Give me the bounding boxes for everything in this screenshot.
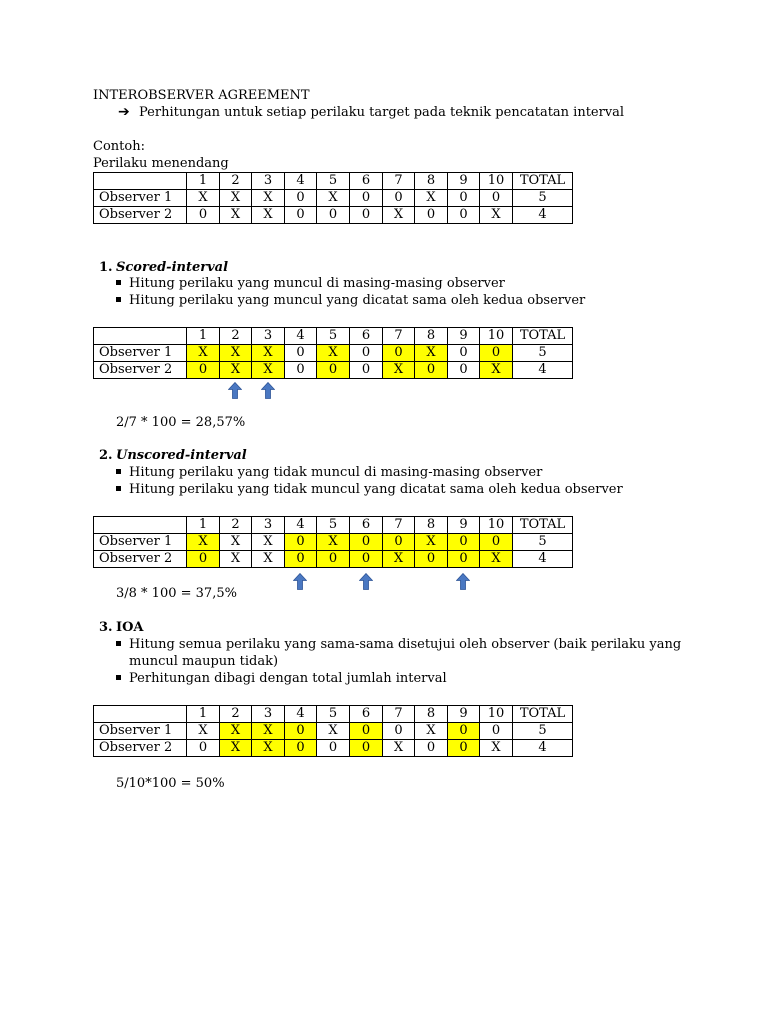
- header-interval-cell: 10: [480, 328, 513, 345]
- total-cell: 4: [513, 362, 573, 379]
- header-interval-cell: 6: [350, 517, 383, 534]
- interval-cell: X: [415, 723, 448, 740]
- total-cell: 4: [513, 740, 573, 757]
- table-row: [94, 723, 573, 740]
- interval-cell: X: [383, 207, 415, 224]
- section-1-heading: Scored-interval: [116, 260, 229, 275]
- header-interval-cell: 5: [317, 517, 350, 534]
- header-interval-cell: 9: [448, 173, 480, 190]
- table-row: [94, 551, 573, 568]
- interval-cell: 0: [350, 534, 383, 551]
- scored-interval-table: [93, 327, 573, 379]
- interval-cell: X: [317, 190, 350, 207]
- table-row: [94, 534, 573, 551]
- header-interval-cell: 4: [285, 173, 317, 190]
- interval-cell: 0: [415, 362, 448, 379]
- observer-label: Observer 1: [94, 345, 187, 362]
- observer-label: Observer 2: [94, 740, 187, 757]
- header-interval-cell: 2: [220, 328, 252, 345]
- interval-cell: 0: [285, 551, 317, 568]
- ioa-table: [93, 705, 573, 757]
- table-row: [94, 190, 573, 207]
- table-row: [94, 207, 573, 224]
- section-3-number: 3.: [99, 620, 113, 635]
- interval-cell: 0: [480, 190, 513, 207]
- total-cell: 5: [513, 345, 573, 362]
- interval-cell: 0: [448, 190, 480, 207]
- header-interval-cell: 2: [220, 173, 252, 190]
- interval-cell: X: [252, 740, 285, 757]
- observer-label: Observer 2: [94, 207, 187, 224]
- interval-cell: X: [415, 534, 448, 551]
- interval-cell: X: [252, 190, 285, 207]
- header-interval-cell: 8: [415, 517, 448, 534]
- interval-cell: 0: [285, 740, 317, 757]
- interval-cell: X: [187, 345, 220, 362]
- section-1-number: 1.: [99, 260, 113, 275]
- section-3-bullet-2: Perhitungan dibagi dengan total jumlah interval: [116, 671, 447, 687]
- total-cell: 5: [513, 534, 573, 551]
- header-empty-cell: [94, 173, 187, 190]
- interval-cell: X: [187, 190, 220, 207]
- table-row: [94, 740, 573, 757]
- interval-cell: 0: [383, 723, 415, 740]
- example-table: [93, 172, 573, 224]
- header-interval-cell: 7: [383, 328, 415, 345]
- interval-cell: X: [220, 534, 252, 551]
- interval-cell: X: [220, 362, 252, 379]
- interval-cell: X: [252, 534, 285, 551]
- header-interval-cell: 7: [383, 706, 415, 723]
- interval-cell: 0: [480, 345, 513, 362]
- interval-cell: 0: [448, 740, 480, 757]
- header-interval-cell: 1: [187, 517, 220, 534]
- interval-cell: X: [480, 551, 513, 568]
- up-arrow-icon: [456, 573, 470, 590]
- interval-cell: 0: [350, 207, 383, 224]
- bullet-icon: [116, 486, 121, 491]
- interval-cell: 0: [415, 207, 448, 224]
- interval-cell: 0: [448, 534, 480, 551]
- interval-cell: X: [415, 190, 448, 207]
- interval-cell: 0: [383, 190, 415, 207]
- up-arrow-icon: [261, 382, 275, 399]
- header-total-cell: TOTAL: [513, 706, 573, 723]
- interval-cell: X: [480, 740, 513, 757]
- unscored-interval-table: [93, 516, 573, 568]
- header-interval-cell: 4: [285, 328, 317, 345]
- document-title: INTEROBSERVER AGREEMENT: [93, 88, 310, 103]
- interval-cell: 0: [317, 740, 350, 757]
- bullet-icon: [116, 297, 121, 302]
- intro-text: Perhitungan untuk setiap perilaku target pada teknik pencatatan interval: [139, 105, 625, 120]
- header-interval-cell: 6: [350, 706, 383, 723]
- total-cell: 5: [513, 723, 573, 740]
- interval-cell: 0: [350, 740, 383, 757]
- example-behavior: Perilaku menendang: [93, 156, 229, 171]
- header-interval-cell: 9: [448, 706, 480, 723]
- interval-cell: X: [317, 534, 350, 551]
- header-empty-cell: [94, 517, 187, 534]
- table-header-row: [94, 328, 573, 345]
- interval-cell: X: [220, 723, 252, 740]
- right-arrow-icon: ➔: [118, 104, 130, 120]
- interval-cell: X: [220, 551, 252, 568]
- header-total-cell: TOTAL: [513, 517, 573, 534]
- interval-cell: X: [252, 551, 285, 568]
- section-1-bullet-1: Hitung perilaku yang muncul di masing-masing observer: [116, 276, 505, 292]
- observer-label: Observer 2: [94, 362, 187, 379]
- header-interval-cell: 5: [317, 173, 350, 190]
- header-interval-cell: 3: [252, 173, 285, 190]
- interval-cell: 0: [448, 723, 480, 740]
- table-row: [94, 362, 573, 379]
- header-interval-cell: 4: [285, 706, 317, 723]
- header-empty-cell: [94, 706, 187, 723]
- interval-cell: X: [383, 740, 415, 757]
- interval-cell: 0: [285, 207, 317, 224]
- interval-cell: X: [252, 723, 285, 740]
- interval-cell: 0: [415, 551, 448, 568]
- section-2-formula: 3/8 * 100 = 37,5%: [116, 586, 237, 601]
- section-3-formula: 5/10*100 = 50%: [116, 776, 225, 791]
- header-interval-cell: 1: [187, 706, 220, 723]
- interval-cell: 0: [448, 345, 480, 362]
- header-interval-cell: 3: [252, 706, 285, 723]
- header-interval-cell: 8: [415, 328, 448, 345]
- interval-cell: X: [480, 362, 513, 379]
- interval-cell: 0: [480, 534, 513, 551]
- section-3-heading: IOA: [116, 620, 144, 635]
- header-interval-cell: 10: [480, 706, 513, 723]
- interval-cell: 0: [448, 551, 480, 568]
- interval-cell: 0: [285, 345, 317, 362]
- interval-cell: 0: [383, 534, 415, 551]
- interval-cell: 0: [448, 362, 480, 379]
- section-2-bullet-1: Hitung perilaku yang tidak muncul di masing-masing observer: [116, 465, 542, 481]
- observer-label: Observer 1: [94, 190, 187, 207]
- total-cell: 4: [513, 551, 573, 568]
- header-interval-cell: 10: [480, 173, 513, 190]
- interval-cell: 0: [480, 723, 513, 740]
- interval-cell: 0: [350, 362, 383, 379]
- section-3-bullet-1: Hitung semua perilaku yang sama-sama disetujui oleh observer (baik perilaku yang: [116, 637, 681, 653]
- table-header-row: [94, 517, 573, 534]
- interval-cell: X: [220, 190, 252, 207]
- header-interval-cell: 7: [383, 173, 415, 190]
- section-2-bullet-2: Hitung perilaku yang tidak muncul yang dicatat sama oleh kedua observer: [116, 482, 623, 498]
- observer-label: Observer 1: [94, 534, 187, 551]
- interval-cell: 0: [350, 551, 383, 568]
- interval-cell: 0: [187, 362, 220, 379]
- interval-cell: 0: [448, 207, 480, 224]
- header-interval-cell: 8: [415, 706, 448, 723]
- interval-cell: X: [220, 740, 252, 757]
- table-row: [94, 345, 573, 362]
- interval-cell: 0: [415, 740, 448, 757]
- interval-cell: 0: [317, 207, 350, 224]
- interval-cell: X: [383, 551, 415, 568]
- interval-cell: X: [415, 345, 448, 362]
- table-header-row: [94, 173, 573, 190]
- header-interval-cell: 5: [317, 706, 350, 723]
- up-arrow-icon: [228, 382, 242, 399]
- section-1-bullet-2: Hitung perilaku yang muncul yang dicatat sama oleh kedua observer: [116, 293, 585, 309]
- interval-cell: 0: [187, 740, 220, 757]
- interval-cell: X: [187, 534, 220, 551]
- interval-cell: X: [252, 362, 285, 379]
- observer-label: Observer 2: [94, 551, 187, 568]
- up-arrow-icon: [293, 573, 307, 590]
- header-interval-cell: 5: [317, 328, 350, 345]
- total-cell: 5: [513, 190, 573, 207]
- interval-cell: 0: [285, 723, 317, 740]
- section-3-bullet-1-cont: muncul maupun tidak): [129, 654, 279, 669]
- total-cell: 4: [513, 207, 573, 224]
- section-2-heading: Unscored-interval: [116, 448, 247, 463]
- section-1-formula: 2/7 * 100 = 28,57%: [116, 415, 246, 430]
- header-interval-cell: 6: [350, 328, 383, 345]
- interval-cell: X: [252, 345, 285, 362]
- interval-cell: 0: [187, 551, 220, 568]
- observer-label: Observer 1: [94, 723, 187, 740]
- interval-cell: X: [383, 362, 415, 379]
- section-2-number: 2.: [99, 448, 113, 463]
- header-total-cell: TOTAL: [513, 173, 573, 190]
- interval-cell: 0: [285, 534, 317, 551]
- interval-cell: 0: [187, 207, 220, 224]
- table-header-row: [94, 706, 573, 723]
- interval-cell: X: [317, 723, 350, 740]
- interval-cell: 0: [350, 345, 383, 362]
- interval-cell: 0: [350, 723, 383, 740]
- interval-cell: 0: [317, 362, 350, 379]
- interval-cell: X: [480, 207, 513, 224]
- interval-cell: X: [317, 345, 350, 362]
- interval-cell: X: [187, 723, 220, 740]
- header-interval-cell: 1: [187, 328, 220, 345]
- header-interval-cell: 9: [448, 328, 480, 345]
- header-interval-cell: 8: [415, 173, 448, 190]
- header-interval-cell: 4: [285, 517, 317, 534]
- bullet-icon: [116, 469, 121, 474]
- interval-cell: 0: [383, 345, 415, 362]
- header-interval-cell: 1: [187, 173, 220, 190]
- bullet-icon: [116, 280, 121, 285]
- interval-cell: 0: [285, 190, 317, 207]
- interval-cell: 0: [317, 551, 350, 568]
- header-interval-cell: 3: [252, 517, 285, 534]
- interval-cell: X: [252, 207, 285, 224]
- up-arrow-icon: [359, 573, 373, 590]
- interval-cell: X: [220, 345, 252, 362]
- header-interval-cell: 6: [350, 173, 383, 190]
- header-interval-cell: 10: [480, 517, 513, 534]
- interval-cell: X: [220, 207, 252, 224]
- bullet-icon: [116, 641, 121, 646]
- interval-cell: 0: [285, 362, 317, 379]
- example-label: Contoh:: [93, 139, 145, 154]
- header-interval-cell: 3: [252, 328, 285, 345]
- bullet-icon: [116, 675, 121, 680]
- header-interval-cell: 2: [220, 706, 252, 723]
- header-interval-cell: 7: [383, 517, 415, 534]
- interval-cell: 0: [350, 190, 383, 207]
- header-total-cell: TOTAL: [513, 328, 573, 345]
- header-empty-cell: [94, 328, 187, 345]
- header-interval-cell: 9: [448, 517, 480, 534]
- header-interval-cell: 2: [220, 517, 252, 534]
